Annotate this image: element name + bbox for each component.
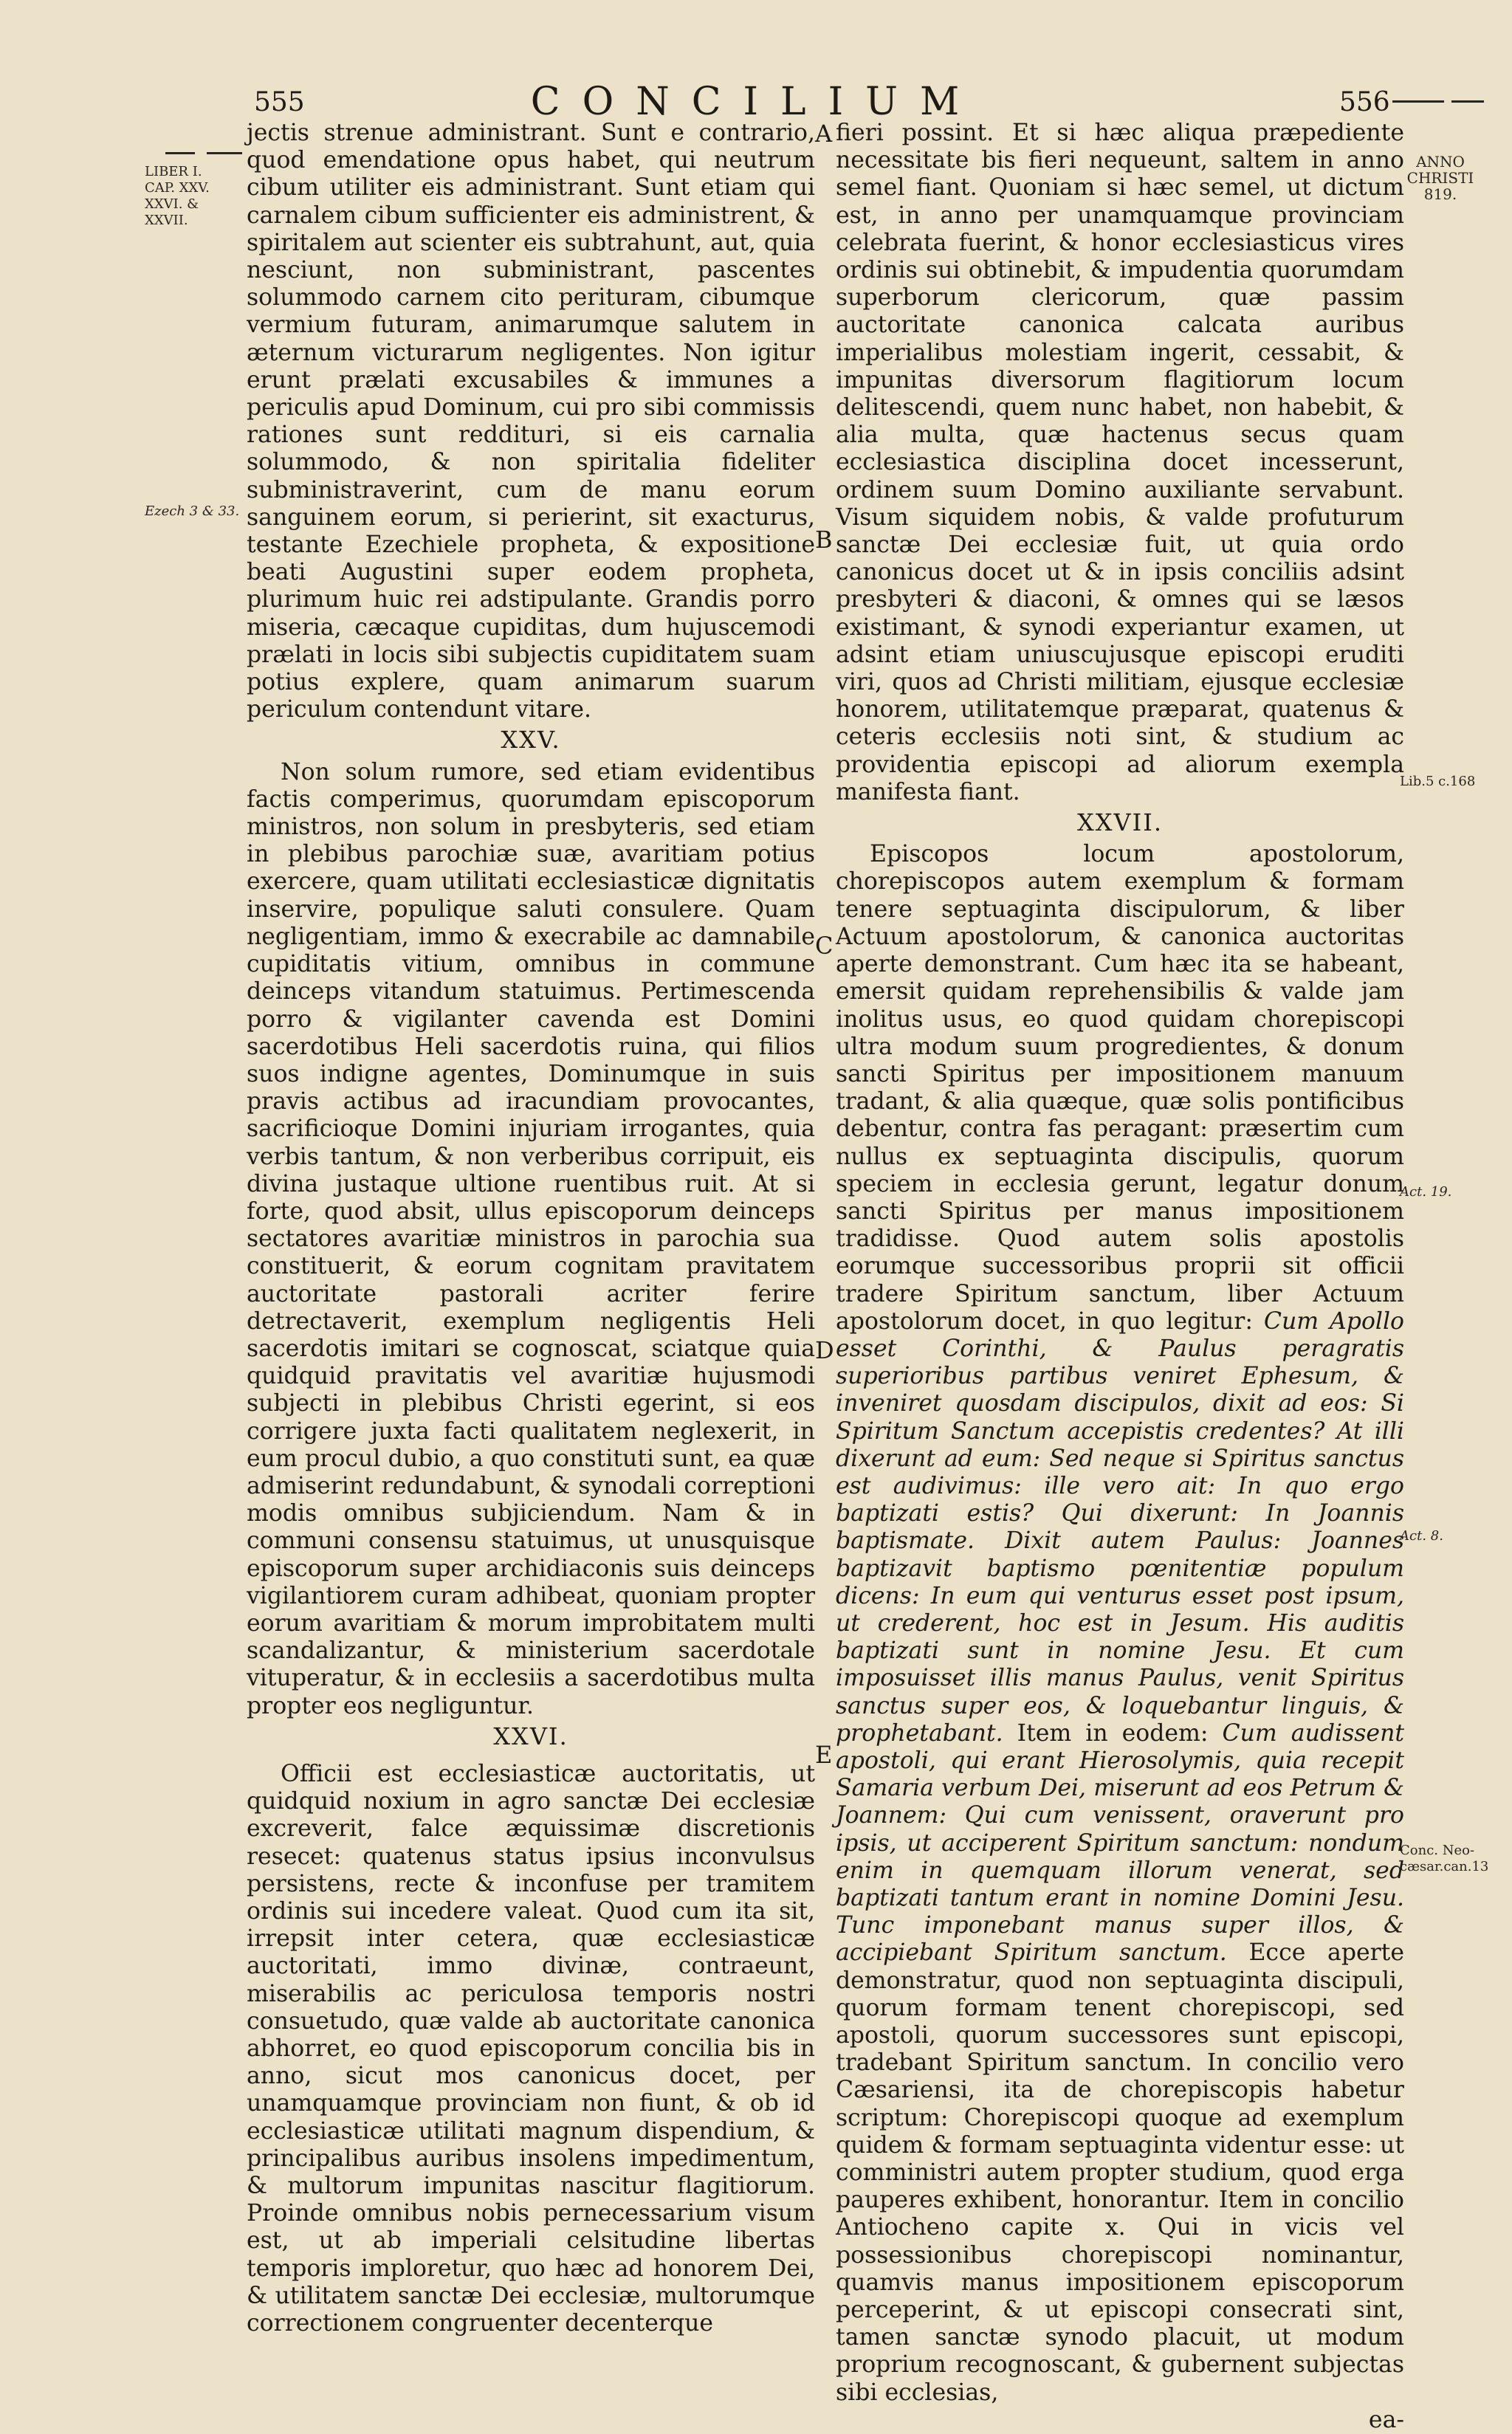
margin-note-anno: ANNO CHRISTI 819. bbox=[1406, 153, 1474, 203]
left-paragraph-2: Non solum rumore, sed etiam evidentibus factis comperimus, quorumdam episcoporum ministros, non solum in presbyteris, sed etiam in plebibus parochiæ suæ, avaritiam potius exercere, quam utilitati ecclesiasticæ dignitatis inservire, populique saluti consulere. Quam negligentiam, immo & execrabile ac damnabile cupiditatis vitium, omnibus in commune deinceps vitandum statuimus. Pertimescenda porro & vigilanter cavenda est Domini sacerdotibus Heli sacerdotis ruina, qui filios suos indigne agentes, Dominumque in suis pravis actibus ad iracundiam provocantes, sacrificioque Domini injuriam irrogantes, quia verbis tantum, & non verberibus corripuit, eis divina justaque ultione ruentibus ruit. At si forte, quod absit, ullus episcoporum deinceps sectatores avaritiæ ministros in parochia sua constituerit, & eorum cognitam pravitatem auctoritate pastorali acriter ferire detrectaverit, exemplum negligentis Heli sacerdotis imitari se cognoscat, sciatque quia quidquid pravitatis vel avaritiæ hujusmodi subjecti in plebibus Christi egerint, si eos corrigere juxta facti qualitatem neglexerit, in eum procul dubio, a quo constituti sunt, ea quæ admiserint redundabunt, & synodali correptioni modis omnibus subjiciendum. Nam & in communi consensu statuimus, ut unusquisque episcoporum super archidiaconis suis deinceps vigilantiorem curam adhibeat, quoniam propter eorum avaritiam & morum improbitatem multi scandalizantur, & ministerium sacerdotale vituperatur, & in ecclesiis a sacerdotibus multa propter eos negliguntur. bbox=[247, 758, 815, 1719]
quote-acts-19: Cum Apollo esset Corinthi, & Paulus peragratis superioribus partibus veniret Ephesum, & inveniret quosdam discipulos, dixit ad eos: Si Spiritum Sanctum accepistis credentes? At illi dixerunt ad eum: Sed neque si Spiritus sanctus est audivimus: ille vero ait: In quo ergo baptizati estis? Qui dixerunt: In Joannis baptismate. Dixit autem Paulus: Joannes baptizavit baptismo pœnitentiæ populum dicens: In eum qui venturus esset post ipsum, ut crederent, hoc est in Jesum. His auditis baptizati sunt in nomine Jesu. Et cum imposuisset illis manus Paulus, venit Spiritus sanctus super eos, & loquebantur linguis, & prophetabant. bbox=[836, 1307, 1405, 1747]
section-letter-c: C bbox=[815, 932, 834, 960]
right-rule-1 bbox=[1392, 100, 1444, 103]
left-column bbox=[247, 120, 815, 2337]
section-letter-e: E bbox=[815, 1741, 833, 1769]
margin-note-liber: LIBER I. CAP. XXV. XXVI. & XXVII. bbox=[145, 164, 210, 228]
right-paragraph-2 bbox=[836, 841, 1404, 2407]
margin-note-lib: Lib.5 c.168 bbox=[1400, 774, 1476, 789]
chapter-heading-xxvi: XXVI. bbox=[493, 1722, 568, 1750]
margin-note-conc: Conc. Neo- cæsar.can.13 bbox=[1400, 1843, 1489, 1874]
section-letter-d: D bbox=[815, 1336, 834, 1364]
chapter-heading-xxvii: XXVII. bbox=[1076, 808, 1164, 837]
right-paragraph-1: fieri possint. Et si hæc aliqua præpediente necessitate bis fieri nequeunt, saltem in anno semel fiant. Quoniam si hæc semel, ut dictum est, in anno per unamquamque provinciam celebrata fuerint, & honor ecclesiasticus vires ordinis sui obtinebit, & impudentia quorumdam superborum clericorum, quæ passim auctoritate canonica calcata auribus imperialibus molestiam ingerit, cessabit, & impunitas diversorum flagitiorum locum delitescendi, quem nunc habet, non habebit, & alia multa, quæ hactenus secus quam ecclesiastica disciplina docet incesserunt, ordinem suum Domino auxiliante servabunt. Visum siquidem nobis, & valde profuturum sanctæ Dei ecclesiæ fuit, ut quia ordo canonicus docet ut & in ipsis conciliis adsint presbyteri & diaconi, & omnes qui se læsos existimant, & synodi experiantur examen, ut adsint etiam uniuscujusque episcopi eruditi viri, quos ad Christi militiam, ejusque ecclesiæ honorem, utilitatemque præparat, quatenus & ceteris ecclesiis noti sint, & studium ac providentia episcopi ad aliorum exempla manifesta fiant. bbox=[836, 120, 1404, 805]
right-paragraph-2-text: Episcopos locum apostolorum, chorepiscopos autem exemplum & formam tenere septuaginta discipulorum, & liber Actuum apostolorum, & canonica auctoritas aperte demonstrant. Cum hæc ita se habeant, emersit quidam reprehensibilis & valde jam inolitus usus, eo quod quidam chorepiscopi ultra modum suum progredientes, & donum sancti Spiritus per impositionem manuum tradant, & alia quæque, quæ solis pontificibus debentur, contra fas peragant: præsertim cum nullus ex septuaginta discipulis, quorum speciem in ecclesia gerunt, legatur donum sancti Spiritus per manus impositionem tradidisse. Quod autem solis apostolis eorumque successoribus proprii sit officii tradere Spiritum sanctum, liber Actuum apostolorum docet, in quo legitur: bbox=[836, 841, 1404, 1335]
right-rule-2 bbox=[1451, 100, 1484, 103]
page-number-left: 555 bbox=[254, 87, 305, 117]
margin-note-ezech: Ezech 3 & 33. bbox=[145, 503, 240, 519]
left-paragraph-1: jectis strenue administrant. Sunt e contrario, quod emendatione opus habet, qui neutrum cibum utiliter eis administrant. Sunt etiam qui carnalem cibum sufficienter eis administrent, & spiritalem aut scienter eis subtrahunt, aut, quia nesciunt, non subministrant, pascentes solummodo carnem cito perituram, cibumque vermium futuram, animarumque salutem in æternum victurarum negligentes. Non igitur erunt prælati excusabiles & immunes a periculis apud Dominum, cui pro sibi commissis rationes sunt redditurі, si eis carnalia solummodo, & non spiritalia fideliter subministraverint, cum de manu eorum sanguinem eorum, si perierint, sit exacturus, testante Ezechiele propheta, & expositione beati Augustini super eodem propheta, plurimum huic rei adstipulante. Grandis porro miseria, cæcaque cupiditas, dum hujuscemodi prælati in locis sibi subjectis cupiditatem suam potius explere, quam animarum suarum periculum contendunt vitare. bbox=[247, 120, 815, 723]
section-letter-a: A bbox=[815, 120, 833, 148]
right-paragraph-4-text: Ecce aperte demonstratur, quod non septuaginta discipuli, quorum formam tenent chorepiscopi, sed apostoli, quorum successores sunt episcopi, tradebant Spiritum sanctum. In concilio vero Cæsariensi, ita de chorepiscopis habetur scriptum: Chorepiscopi quoque ad exemplum quidem & formam septuaginta videntur esse: ut comministri autem propter studium, quod erga pauperes exhibent, honorantur. Item in concilio Antiocheno capite x. Qui in vicis vel possessionibus chorepiscopi nominantur, quamvis manus impositionem episcoporum perceperint, & ut episcopi consecrati sint, tamen sanctæ synodo placuit, ut modum proprium recognoscant, & gubernent subjectas sibi ecclesias, bbox=[836, 1939, 1404, 2406]
chapter-heading-xxv: XXV. bbox=[501, 726, 561, 754]
catchword: ea- bbox=[1368, 2406, 1404, 2433]
right-paragraph-3-text: Item in eodem: bbox=[1017, 1719, 1209, 1747]
left-paragraph-3: Officii est ecclesiasticæ auctoritatis, ut quidquid noxium in agro sanctæ Dei ecclesiæ excreverit, falce æquissimæ discretionis resecet: quatenus status ipsius inconvulsus persistens, recte & inconfuse per tramitem ordinis sui incedere valeat. Quod cum ita sit, irrepsit inter cetera, quæ ecclesiasticæ auctoritati, immo divinæ, contraeunt, miserabilis ac periculosa temporis nostri consuetudo, quæ valde ab auctoritate canonica abhorret, eo quod episcoporum concilia bis in anno, sicut mos canonicus docet, per unamquamque provinciam non fiunt, & ob id ecclesiasticæ utilitati magnum dispendium, & principalibus auribus insolens impedimentum, & multorum impunitas nascitur flagitiorum. Proinde omnibus nobis pernecessarium visum est, ut ab imperiali celsitudine libertas temporis imploretur, quo hæc ad honorem Dei, & utilitatem sanctæ Dei ecclesiæ, multorumque correctionem congruenter decenterque bbox=[247, 1760, 815, 2337]
quote-acts-8: Cum audissent apostoli, qui erant Hierosolymis, quia recepit Samaria verbum Dei, miserunt ad eos Petrum & Joannem: Qui cum venissent, oraverunt pro ipsis, ut acciperent Spiritum sanctum: nondum enim in quemquam illorum venerat, sed baptizati tantum erant in nomine Domini Jesu. Tunc imponebant manus super illos, & accipiebant Spiritum sanctum. bbox=[836, 1719, 1405, 1967]
right-column bbox=[836, 120, 1404, 2434]
running-title: CONCILIUM bbox=[530, 80, 982, 124]
margin-note-act8: Act. 8. bbox=[1400, 1528, 1443, 1544]
left-rule-2 bbox=[207, 152, 242, 154]
left-rule-1 bbox=[165, 152, 195, 154]
section-letter-b: B bbox=[815, 526, 833, 554]
page-number-right: 556 bbox=[1339, 87, 1390, 117]
margin-note-act19: Act. 19. bbox=[1400, 1184, 1452, 1200]
